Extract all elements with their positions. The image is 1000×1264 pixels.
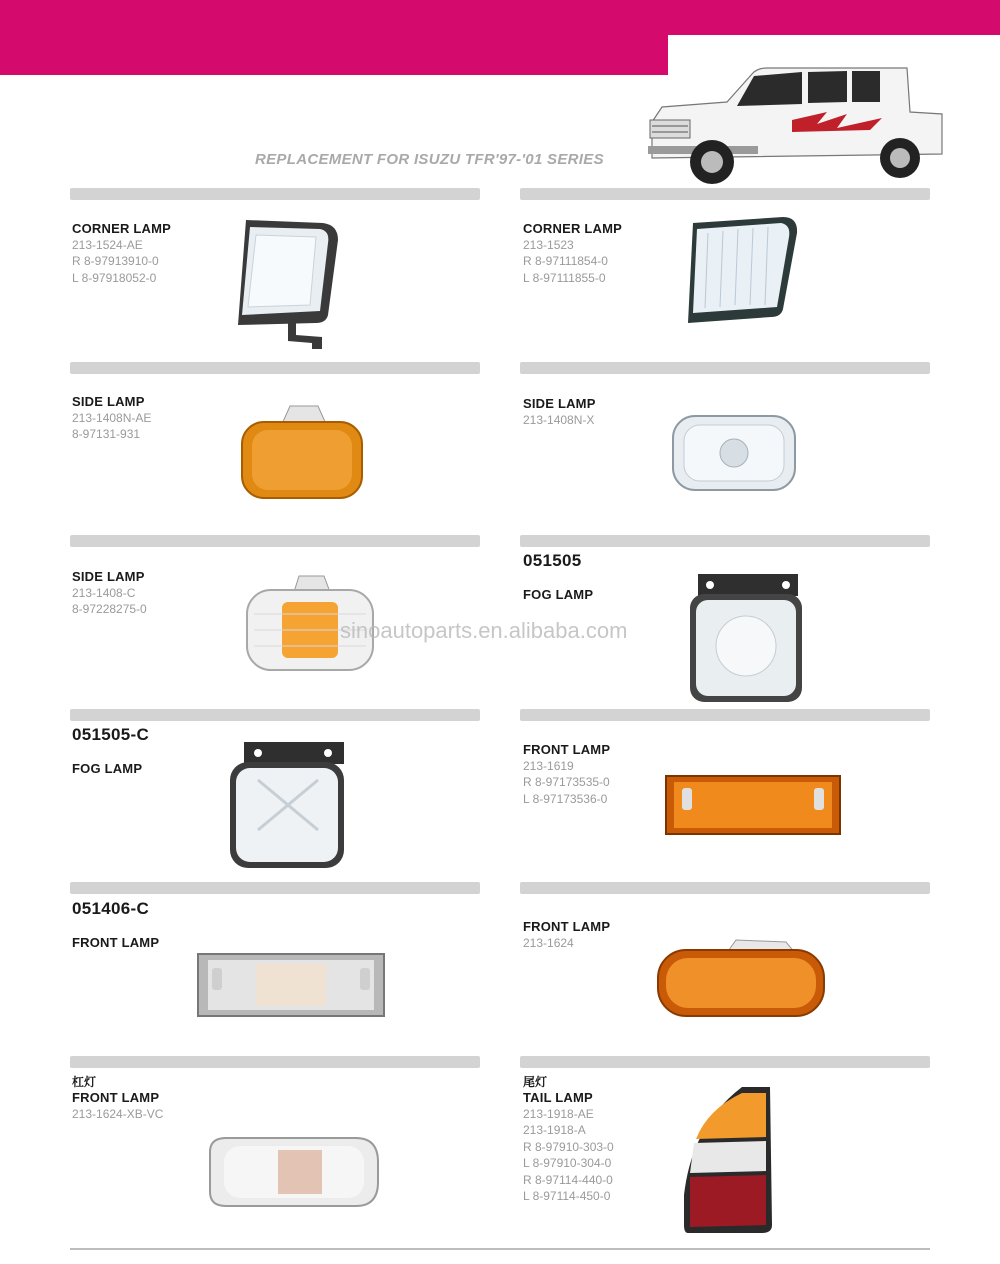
product-code: 051406-C <box>72 899 150 918</box>
part-number: 213-1523 <box>523 238 574 252</box>
front-lamp-image <box>196 950 386 1020</box>
section-divider <box>70 188 480 200</box>
corner-lamp-image <box>683 213 803 328</box>
part-number: 213-1408N-X <box>523 413 595 427</box>
product-fog-lamp-051505 <box>523 551 593 603</box>
section-divider <box>520 362 930 374</box>
chinese-label: 尾灯 <box>523 1075 548 1089</box>
part-number: L 8-97114-450-0 <box>523 1189 611 1204</box>
section-divider <box>520 188 930 200</box>
part-number: L 8-97173536-0 <box>523 791 608 806</box>
product-code: 051505 <box>523 551 582 570</box>
part-number: 213-1524-AE <box>72 238 143 252</box>
part-number: 213-1624-XB-VC <box>72 1107 164 1121</box>
product-name: FOG LAMP <box>523 587 594 602</box>
part-number: 213-1624 <box>523 936 574 950</box>
product-fog-lamp-051505-c <box>72 725 149 777</box>
section-divider <box>520 709 930 721</box>
product-front-lamp-1624-xb-vc <box>72 1075 163 1122</box>
section-divider <box>70 709 480 721</box>
part-number: R 8-97111854-0 <box>523 254 608 269</box>
side-lamp-image <box>670 413 800 493</box>
corner-lamp-image <box>228 215 343 355</box>
part-number: 213-1408-C <box>72 586 136 600</box>
product-side-lamp-1408n-ae <box>72 394 151 443</box>
product-front-lamp-1619 <box>523 742 610 807</box>
product-front-lamp-1624 <box>523 919 610 951</box>
chinese-label: 杠灯 <box>72 1075 97 1089</box>
tail-lamp-image <box>682 1085 776 1237</box>
part-number: R 8-97173535-0 <box>523 775 610 790</box>
part-number: 213-1619 <box>523 759 574 773</box>
part-number: R 8-97913910-0 <box>72 254 159 269</box>
product-code: 051505-C <box>72 725 150 744</box>
product-name: SIDE LAMP <box>72 394 145 409</box>
front-lamp-image <box>656 938 826 1020</box>
section-divider <box>70 882 480 894</box>
front-lamp-image <box>206 1132 382 1212</box>
part-number: L 8-97910-304-0 <box>523 1156 612 1171</box>
front-lamp-image <box>664 770 842 838</box>
part-number: 213-1918-AE <box>523 1107 594 1121</box>
product-name: CORNER LAMP <box>72 221 171 236</box>
product-name: FOG LAMP <box>72 761 143 776</box>
section-divider <box>520 535 930 547</box>
watermark-text: sinoautoparts.en.alibaba.com <box>340 618 628 643</box>
product-name: SIDE LAMP <box>523 396 596 411</box>
product-tail-lamp-1918 <box>523 1075 614 1204</box>
product-side-lamp-1408n-x <box>523 396 596 428</box>
product-name: FRONT LAMP <box>72 935 160 950</box>
product-name: SIDE LAMP <box>72 569 145 584</box>
part-number: 8-97228275-0 <box>72 602 147 617</box>
part-number: L 8-97918052-0 <box>72 270 157 285</box>
product-corner-lamp-1524 <box>72 221 171 286</box>
section-divider <box>520 882 930 894</box>
product-name: FRONT LAMP <box>523 742 611 757</box>
product-name: FRONT LAMP <box>72 1090 160 1105</box>
fog-lamp-image <box>688 572 806 707</box>
fog-lamp-image <box>228 740 350 872</box>
product-side-lamp-1408-c <box>72 569 147 618</box>
section-divider <box>70 362 480 374</box>
part-number: L 8-97111855-0 <box>523 270 606 285</box>
part-number: R 8-97910-303-0 <box>523 1139 614 1154</box>
series-title: REPLACEMENT FOR ISUZU TFR'97-'01 SERIES <box>255 151 604 168</box>
part-number: 213-1408N-AE <box>72 411 152 425</box>
section-divider <box>70 1056 480 1068</box>
product-name: CORNER LAMP <box>523 221 622 236</box>
section-divider <box>70 535 480 547</box>
side-lamp-image <box>238 402 368 502</box>
part-number: 8-97131-931 <box>72 427 141 442</box>
product-name: TAIL LAMP <box>523 1090 593 1105</box>
product-corner-lamp-1523 <box>523 221 622 286</box>
footer-divider <box>70 1248 930 1250</box>
pickup-truck-image <box>642 62 947 187</box>
part-number: R 8-97114-440-0 <box>523 1172 613 1187</box>
section-divider <box>520 1056 930 1068</box>
product-name: FRONT LAMP <box>523 919 611 934</box>
part-number: 213-1918-A <box>523 1123 586 1138</box>
product-front-lamp-051406-c <box>72 899 159 951</box>
